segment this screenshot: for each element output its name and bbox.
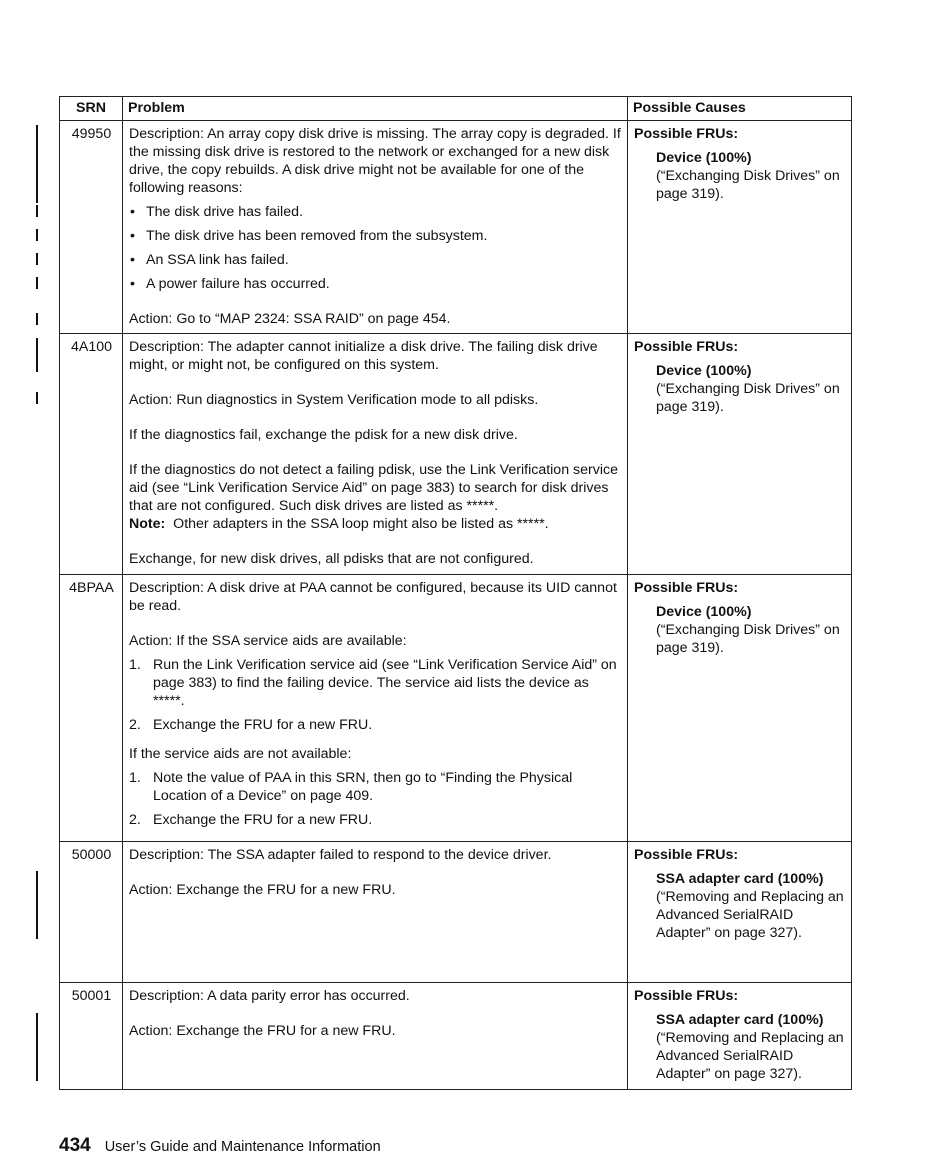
problem-action: Action: Go to “MAP 2324: SSA RAID” on page 454. [129, 311, 451, 327]
problem-paragraph: If the diagnostics fail, exchange the pdisk for a new disk drive. [129, 427, 518, 443]
list-item: • The disk drive has been removed from the subsystem. [129, 227, 622, 245]
causes-cell [628, 334, 852, 575]
problem-cell [123, 121, 628, 334]
step-list [129, 656, 622, 734]
problem-paragraph: If the service aids are not available: [129, 746, 352, 762]
fru-reference: (“Exchanging Disk Drives” on page 319). [656, 381, 840, 415]
revision-bar [36, 277, 38, 289]
problem-description: Description: An array copy disk drive is missing. The array copy is degraded. If the missing disk drive is restored to the network or exchanged for a new disk drive, the copy rebuilds. A disk drive might not be available for one of the following reasons: [129, 126, 621, 196]
possible-frus-title: Possible FRUs: [634, 580, 739, 596]
problem-description: Description: The adapter cannot initialize a disk drive. The failing disk drive might, or might not, be configured on this system. [129, 339, 598, 373]
revision-bar [36, 253, 38, 265]
fru-name: SSA adapter card (100%) [656, 871, 824, 887]
srn-table [59, 96, 852, 1090]
revision-bar [36, 313, 38, 325]
page-number: 434 [59, 1135, 91, 1156]
causes-cell [628, 842, 852, 983]
fru-reference: (“Exchanging Disk Drives” on page 319). [656, 168, 840, 202]
list-item [129, 656, 622, 710]
list-item [129, 811, 622, 829]
table-row [60, 121, 852, 334]
list-item: • An SSA link has failed. [129, 251, 622, 269]
srn-code: 49950 [60, 121, 123, 334]
list-item [129, 716, 622, 734]
possible-frus-title: Possible FRUs: [634, 339, 739, 355]
revision-bar [36, 338, 38, 372]
header-possible-causes: Possible Causes [628, 97, 852, 121]
srn-code: 4A100 [60, 334, 123, 575]
fru-entry [656, 1011, 846, 1083]
table-header-row [60, 97, 852, 121]
step-text: Exchange the FRU for a new FRU. [153, 717, 373, 733]
causes-cell [628, 983, 852, 1090]
header-problem: Problem [123, 97, 628, 121]
step-number: 2. [129, 717, 141, 733]
list-item: • The disk drive has failed. [129, 203, 622, 221]
header-srn: SRN [60, 97, 123, 121]
step-number: 2. [129, 812, 141, 828]
problem-action: Action: Exchange the FRU for a new FRU. [129, 1023, 396, 1039]
possible-frus-title: Possible FRUs: [634, 988, 739, 1004]
revision-bar [36, 205, 38, 217]
document-title: User’s Guide and Maintenance Information [104, 1139, 381, 1155]
fru-entry [656, 149, 846, 203]
revision-bar [36, 125, 38, 203]
problem-cell [123, 575, 628, 842]
problem-paragraph: If the diagnostics do not detect a failing pdisk, use the Link Verification service aid (see “Link Verification Service Aid” on page 383) to search for disk drives that are not configured. Such disk drives are listed as *****. [129, 462, 618, 514]
page-footer [59, 1137, 381, 1156]
revision-bar [36, 871, 38, 939]
step-number: 1. [129, 770, 141, 786]
fru-reference: (“Exchanging Disk Drives” on page 319). [656, 622, 840, 656]
fru-entry [656, 870, 846, 942]
table-row [60, 842, 852, 983]
table-row [60, 334, 852, 575]
possible-frus-title: Possible FRUs: [634, 847, 739, 863]
possible-frus-title: Possible FRUs: [634, 126, 739, 142]
fru-name: Device (100%) [656, 363, 752, 379]
problem-action: Action: Exchange the FRU for a new FRU. [129, 882, 396, 898]
problem-description: Description: A disk drive at PAA cannot be configured, because its UID cannot be read. [129, 580, 617, 614]
problem-description: Description: The SSA adapter failed to respond to the device driver. [129, 847, 552, 863]
table-row [60, 575, 852, 842]
fru-name: SSA adapter card (100%) [656, 1012, 824, 1028]
list-item: • A power failure has occurred. [129, 275, 622, 293]
fru-reference: (“Removing and Replacing an Advanced SerialRAID Adapter” on page 327). [656, 1030, 844, 1082]
causes-cell [628, 575, 852, 842]
problem-note [129, 515, 622, 533]
note-text: Other adapters in the SSA loop might also be listed as *****. [173, 516, 549, 532]
step-text: Exchange the FRU for a new FRU. [153, 812, 373, 828]
list-item [129, 769, 622, 805]
problem-action: Action: Run diagnostics in System Verification mode to all pdisks. [129, 392, 539, 408]
problem-paragraph: Exchange, for new disk drives, all pdisks that are not configured. [129, 551, 534, 567]
causes-cell [628, 121, 852, 334]
fru-entry [656, 603, 846, 657]
note-label: Note: [129, 516, 166, 532]
fru-reference: (“Removing and Replacing an Advanced SerialRAID Adapter” on page 327). [656, 889, 844, 941]
srn-code: 4BPAA [60, 575, 123, 842]
table-row [60, 983, 852, 1090]
srn-code: 50001 [60, 983, 123, 1090]
fru-name: Device (100%) [656, 150, 752, 166]
problem-cell [123, 983, 628, 1090]
step-text: Note the value of PAA in this SRN, then go to “Finding the Physical Location of a Device” on page 409. [153, 770, 573, 804]
step-list [129, 769, 622, 829]
step-number: 1. [129, 657, 141, 673]
revision-bar [36, 1013, 38, 1081]
problem-action: Action: If the SSA service aids are available: [129, 633, 407, 649]
problem-cell [123, 334, 628, 575]
revision-bar [36, 392, 38, 404]
problem-description: Description: A data parity error has occurred. [129, 988, 410, 1004]
step-text: Run the Link Verification service aid (see “Link Verification Service Aid” on page 383) to find the failing device. The service aid lists the device as *****. [153, 657, 617, 709]
problem-cell [123, 842, 628, 983]
fru-name: Device (100%) [656, 604, 752, 620]
revision-bar [36, 229, 38, 241]
srn-code: 50000 [60, 842, 123, 983]
fru-entry [656, 362, 846, 416]
reason-list [129, 203, 622, 293]
